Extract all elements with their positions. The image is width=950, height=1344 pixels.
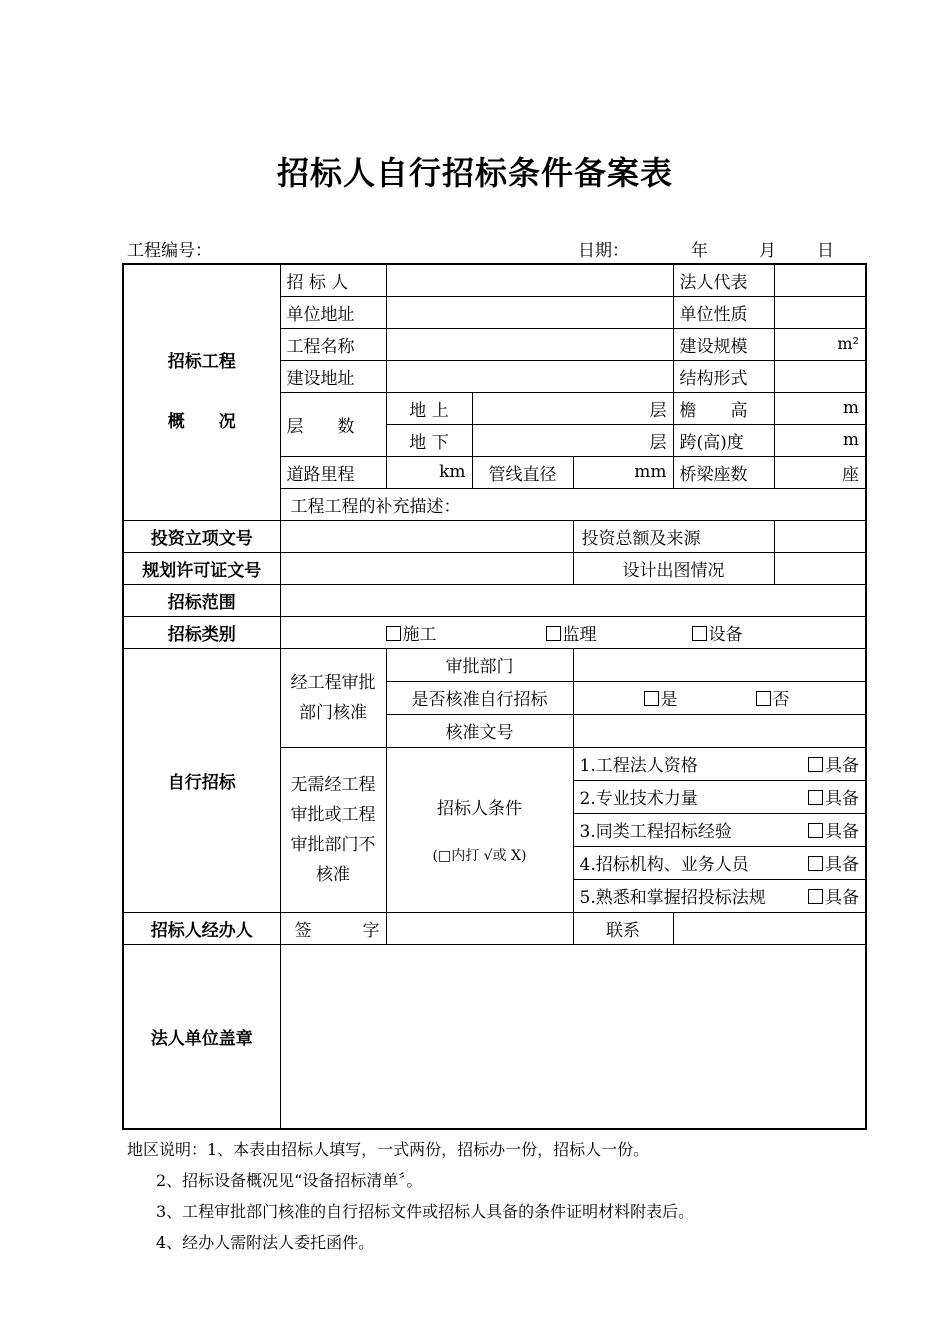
- investment-total-label: 投资总额及来源: [573, 520, 774, 552]
- condition-have-option[interactable]: [808, 784, 859, 809]
- span-unit: m: [842, 430, 859, 450]
- category-supervision-option[interactable]: [546, 620, 692, 645]
- legal-rep-field[interactable]: [774, 264, 866, 296]
- below-ground-field[interactable]: [472, 424, 673, 456]
- note-4: 4、经办人需附法人委托函件。: [156, 1233, 375, 1252]
- span-height-field[interactable]: [774, 424, 866, 456]
- floor-unit-above: 层: [649, 400, 667, 421]
- road-mileage-field[interactable]: [386, 456, 472, 488]
- condition-item-label: 3.同类工程招标经验: [579, 822, 732, 842]
- condition-item-label: 4.招标机构、业务人员: [579, 855, 749, 875]
- checkbox-icon[interactable]: [644, 691, 659, 706]
- mm-unit: mm: [634, 462, 667, 482]
- bridge-count-field[interactable]: [774, 456, 866, 488]
- category-equipment-option[interactable]: [692, 625, 743, 645]
- condition-row-4: [573, 846, 866, 879]
- project-name-label: 工程名称: [280, 328, 386, 360]
- build-address-field[interactable]: [386, 360, 673, 392]
- checkbox-icon[interactable]: [756, 691, 771, 706]
- handler-label: 招标人经办人: [123, 912, 280, 944]
- legal-rep-label: 法人代表: [673, 264, 774, 296]
- date-year: 年: [691, 241, 708, 261]
- contact-field[interactable]: [673, 912, 866, 944]
- checkbox-icon[interactable]: [546, 626, 561, 641]
- condition-row-2: [573, 780, 866, 813]
- unit-nature-label: 单位性质: [673, 296, 774, 328]
- build-scale-field[interactable]: [774, 328, 866, 360]
- sign-field[interactable]: [386, 912, 573, 944]
- category-construction-option[interactable]: [386, 620, 546, 645]
- no-approval-group-label: 无需经工程审批或工程审批部门不核准: [280, 747, 386, 912]
- condition-have-option[interactable]: [808, 850, 859, 875]
- checkbox-icon[interactable]: [808, 757, 823, 772]
- self-tender-label: 自行招标: [123, 648, 280, 912]
- project-name-field[interactable]: [386, 328, 673, 360]
- supplement-description[interactable]: 工程工程的补充描述：: [280, 488, 866, 520]
- checkbox-icon[interactable]: [692, 626, 707, 641]
- condition-have-option[interactable]: [808, 817, 859, 842]
- approved-no-option[interactable]: [756, 690, 790, 710]
- floor-unit-below: 层: [649, 432, 667, 453]
- date-label: 日期：: [578, 241, 629, 261]
- page-title: 招标人自行招标条件备案表: [276, 154, 673, 192]
- condition-row-3: [573, 813, 866, 846]
- tenderer-field[interactable]: [386, 264, 673, 296]
- category-options: [280, 616, 866, 648]
- filing-form: [122, 263, 867, 1130]
- have-label: 具备: [825, 822, 859, 842]
- floors-label: 层 数: [280, 392, 386, 456]
- note-2: 2、招标设备概况见“设备招标清单〞。: [156, 1171, 423, 1190]
- category-construction-label: 施工: [402, 624, 437, 645]
- investment-doc-field[interactable]: [280, 520, 573, 552]
- approved-yes-option[interactable]: [644, 685, 756, 710]
- category-supervision-label: 监理: [562, 624, 597, 645]
- investment-doc-label: 投资立项文号: [123, 520, 280, 552]
- approved-no-label: 否: [772, 690, 790, 710]
- approved-self-label: 是否核准自行招标: [386, 681, 573, 714]
- date-day: 日: [817, 241, 834, 261]
- scope-field[interactable]: [280, 584, 866, 616]
- date-month: 月: [759, 241, 776, 261]
- pipe-diameter-field[interactable]: [573, 456, 673, 488]
- above-ground-field[interactable]: [472, 392, 673, 424]
- checkbox-icon[interactable]: [808, 889, 823, 904]
- condition-item-label: 5.熟悉和掌握招投标法规: [579, 888, 766, 908]
- conditions-cell: [386, 747, 573, 912]
- road-mileage-label: 道路里程: [280, 456, 386, 488]
- investment-total-field[interactable]: [774, 520, 866, 552]
- planning-permit-field[interactable]: [280, 552, 573, 584]
- eave-height-label: 檐 高: [673, 392, 774, 424]
- km-unit: km: [439, 462, 466, 482]
- project-no-label: 工程编号：: [127, 241, 212, 261]
- structure-form-label: 结构形式: [673, 360, 774, 392]
- planning-permit-label: 规划许可证文号: [123, 552, 280, 584]
- eave-height-field[interactable]: [774, 392, 866, 424]
- approval-dept-field[interactable]: [573, 648, 866, 681]
- overview-label-1: 招标工程: [167, 352, 236, 373]
- overview-label-2: 概 况: [167, 412, 236, 433]
- above-ground-label: 地 上: [386, 392, 472, 424]
- checkbox-icon[interactable]: [808, 856, 823, 871]
- seat-unit: 座: [842, 464, 859, 485]
- approved-group-label: 经工程审批部门核准: [280, 648, 386, 747]
- note-1: 地区说明：1、本表由招标人填写，一式两份，招标办一份，招标人一份。: [127, 1140, 650, 1159]
- structure-form-field[interactable]: [774, 360, 866, 392]
- scope-label: 招标范围: [123, 584, 280, 616]
- date-row: [578, 236, 843, 261]
- condition-row-1: [573, 747, 866, 780]
- condition-item-label: 2.专业技术力量: [579, 789, 698, 809]
- below-ground-label: 地 下: [386, 424, 472, 456]
- overview-section-label: [123, 264, 280, 520]
- condition-have-option[interactable]: [808, 883, 859, 908]
- design-status-field[interactable]: [774, 552, 866, 584]
- conditions-label: 招标人条件: [437, 799, 522, 819]
- build-address-label: 建设地址: [280, 360, 386, 392]
- have-label: 具备: [825, 789, 859, 809]
- form-table: [122, 263, 867, 1130]
- build-scale-label: 建设规模: [673, 328, 774, 360]
- unit-nature-field[interactable]: [774, 296, 866, 328]
- approval-doc-field[interactable]: [573, 714, 866, 747]
- span-height-label: 跨(高)度: [673, 424, 774, 456]
- bridge-count-label: 桥梁座数: [673, 456, 774, 488]
- seal-label: 法人单位盖章: [123, 944, 280, 1129]
- category-label: 招标类别: [123, 616, 280, 648]
- note-3: 3、工程审批部门核准的自行招标文件或招标人具备的条件证明材料附表后。: [156, 1202, 695, 1221]
- condition-have-option[interactable]: [808, 751, 859, 776]
- unit-address-label: 单位地址: [280, 296, 386, 328]
- scale-unit: m²: [837, 334, 859, 353]
- seal-area[interactable]: [280, 944, 866, 1129]
- contact-label: 联系: [573, 912, 673, 944]
- approved-self-options: [573, 681, 866, 714]
- tenderer-label: 招 标 人: [280, 264, 386, 296]
- condition-item-label: 1.工程法人资格: [579, 756, 698, 776]
- pipe-diameter-label: 管线直径: [472, 456, 573, 488]
- approved-yes-label: 是: [660, 690, 678, 710]
- checkbox-icon[interactable]: [808, 790, 823, 805]
- unit-address-field[interactable]: [386, 296, 673, 328]
- sign-label: 签 字: [280, 912, 386, 944]
- have-label: 具备: [825, 756, 859, 776]
- have-label: 具备: [825, 888, 859, 908]
- conditions-hint: (□内打 √或 X): [432, 848, 527, 864]
- have-label: 具备: [825, 855, 859, 875]
- approval-dept-label: 审批部门: [386, 648, 573, 681]
- approval-doc-label: 核准文号: [386, 714, 573, 747]
- category-equipment-label: 设备: [708, 624, 743, 645]
- checkbox-icon[interactable]: [808, 823, 823, 838]
- eave-unit: m: [842, 398, 859, 418]
- condition-row-5: [573, 879, 866, 912]
- design-status-label: 设计出图情况: [573, 552, 774, 584]
- checkbox-icon[interactable]: [386, 626, 401, 641]
